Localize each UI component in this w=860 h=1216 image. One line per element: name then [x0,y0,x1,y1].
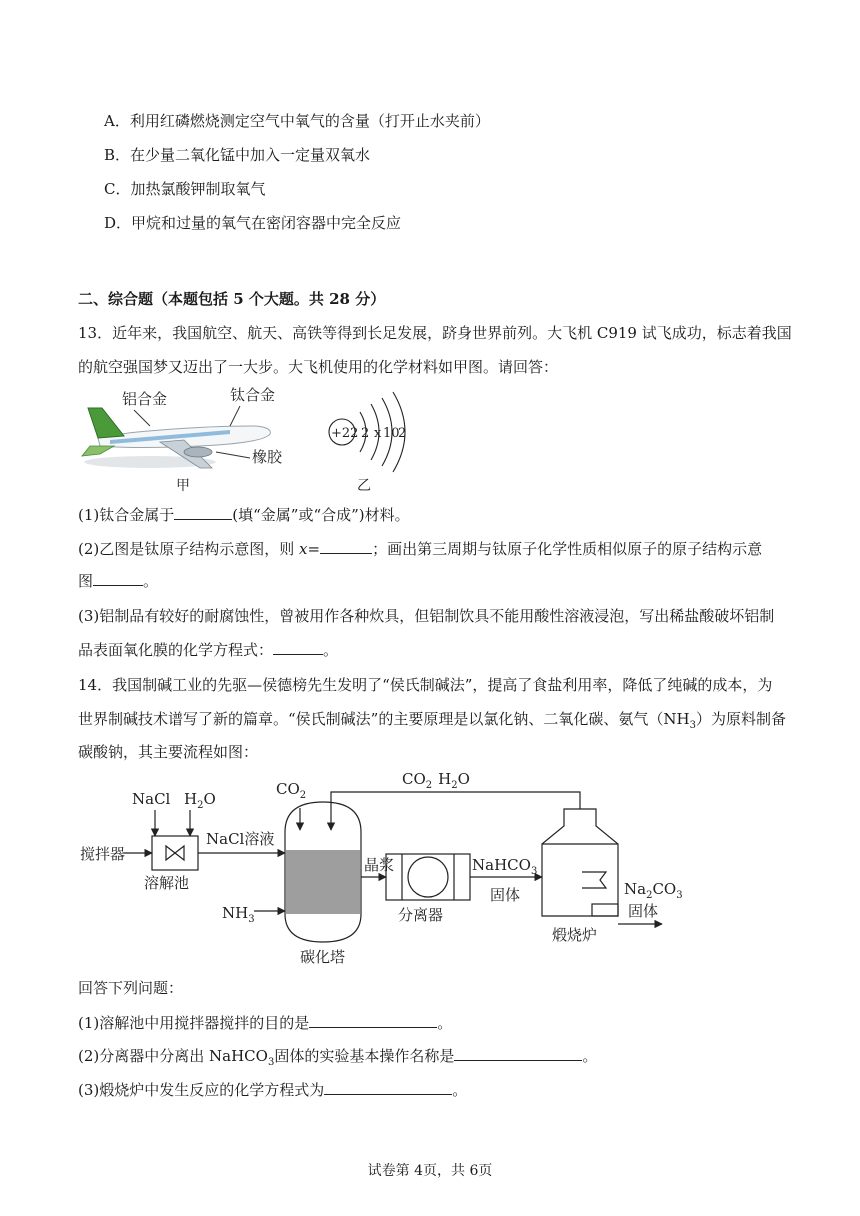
q13-figure [80,382,440,498]
nahco3-sub: 3 [530,866,538,877]
nh3-nh: NH [222,904,249,922]
q13-part1-text-a: (1)钛合金属于 [78,506,175,524]
h2o-in-sub: 2 [197,800,204,811]
option-c: C．加热氯酸钾制取氧气 [104,180,266,198]
q13-part3-blank[interactable] [273,640,323,655]
label-tower: 碳化塔 [300,948,346,966]
recycle-h2o: H [438,770,452,788]
q14-part2 [78,1046,597,1073]
q14-stem-line2-b: ）为原料制备 [695,710,786,728]
na2co3-sub2: 3 [676,890,683,901]
q14-stem-line3: 碳酸钠，其主要流程如图： [78,743,259,761]
label-nh3 [222,904,255,925]
q13-part1 [78,505,410,525]
recycle-h2o-sub: 2 [451,780,458,791]
label-titanium-alloy: 钛合金 [230,386,276,404]
q14-part3-text-a: (3)煅烧炉中发生反应的化学方程式为 [78,1081,325,1099]
q13-stem-line2: 的航空强国梦又迈出了一大步。大飞机使用的化学材料如甲图。请回答： [78,358,559,376]
q14-part1 [78,1013,452,1033]
q14-part2-text-c: 。 [582,1047,598,1065]
label-dissolver: 溶解池 [144,874,190,892]
q14-part2-text-b: 固体的实验基本操作名称是 [274,1047,455,1065]
recycle-co2: CO [402,770,426,788]
label-separator: 分离器 [398,906,444,924]
label-furnace: 煅烧炉 [552,926,598,944]
q13-part2-text-a: (2)乙图是钛原子结构示意图，则 [78,540,300,558]
q13-part1-text-b: (填“金属”或“合成”)材料。 [232,506,410,524]
q13-stem-line1: 13．近年来，我国航空、航天、高铁等得到长足发展，跻身世界前列。大飞机 C919 试飞成功，标志着我国 [78,324,792,342]
q13-part3-text-a: 品表面氧化膜的化学方程式： [78,641,274,659]
q13-part3-line1: (3)铝制品有较好的耐腐蚀性，曾被用作各种炊具，但铝制饮具不能用酸性溶液浸泡，写出稀盐酸破坏铝制 [78,607,775,625]
q13-part2-line1 [78,539,762,559]
co2-in-sub: 2 [299,790,307,801]
q14-answer-intro: 回答下列问题： [78,979,184,997]
na2co3-sub1: 2 [646,890,653,901]
recycle-co2-sub: 2 [425,780,433,791]
nahco3-main: NaHCO [472,856,531,874]
label-na2co3 [624,880,683,901]
na2co3-na: Na [624,880,647,898]
q13-part2-equals: = [307,540,321,558]
q13-part2-line2 [78,571,158,591]
label-recycle [402,770,470,791]
shell-2-electrons: x [374,426,382,441]
q14-part3-blank[interactable] [324,1080,452,1095]
label-stirrer: 搅拌器 [80,845,126,863]
q13-part3-line2 [78,640,338,660]
co2-in-co: CO [276,780,300,798]
option-a: A．利用红磷燃烧测定空气中氧气的含量（打开止水夹前） [104,112,490,130]
q14-stem-nh3-sub: 3 [689,720,696,731]
q13-part2-text-e: 。 [143,572,159,590]
q13-part3-text-b: 。 [323,641,339,659]
q14-part2-blank[interactable] [454,1046,582,1061]
q14-part2-sub: 3 [267,1057,275,1068]
na2co3-co: CO [652,880,677,898]
label-aluminum-alloy: 铝合金 [122,390,168,408]
q14-part1-text-b: 。 [437,1014,453,1032]
nh3-sub: 3 [248,914,255,925]
q13-part2-blank-diagram[interactable] [93,571,143,586]
option-b: B．在少量二氧化锰中加入一定量双氧水 [104,146,371,164]
label-slurry: 晶浆 [364,856,395,874]
section-title: 二、综合题（本题包括 5 个大题。共 28 分） [78,290,386,308]
q13-part2-text-d: 图 [78,572,94,590]
airplane-illustration [82,406,270,468]
label-nacl-solution: NaCl溶液 [206,830,275,848]
h2o-in-h: H [184,790,198,808]
q14-stem-line2-a: 世界制碱技术谱写了新的篇章。“侯氏制碱法”的主要原理是以氯化钠、二氧化碳、氨气（NH [78,710,690,728]
calcination-furnace [542,809,618,916]
shell-4-electrons: 2 [398,426,407,441]
q14-stem-line2 [78,709,786,736]
q14-stem-line1: 14．我国制碱工业的先驱—侯德榜先生发明了“侯氏制碱法”，提高了食盐利用率，降低了纯碱的成本，为 [78,676,773,694]
page-footer: 试卷第 4页，共 6页 [367,1163,493,1179]
q13-part2-var-x: x [299,540,308,558]
shell-3-electrons: 10 [383,426,400,441]
q14-part3 [78,1080,467,1100]
q13-part2-text-c: ；画出第三周期与钛原子化学性质相似原子的原子结构示意 [372,540,763,558]
q14-part1-text-a: (1)溶解池中用搅拌器搅拌的目的是 [78,1014,310,1032]
label-solid-2: 固体 [628,902,659,920]
q13-part2-blank-x[interactable] [320,539,372,554]
h2o-in-o: O [203,790,216,808]
atom-nucleus: +22 [331,426,359,441]
label-h2o-in [184,790,216,811]
label-yi: 乙 [357,478,371,494]
label-rubber: 橡胶 [252,448,283,466]
q14-part3-text-b: 。 [452,1081,468,1099]
titanium-atom-diagram [329,392,406,472]
label-nacl: NaCl [132,790,171,808]
q14-part1-blank[interactable] [309,1013,437,1028]
q14-flow-diagram [80,764,700,974]
label-jia: 甲 [176,478,190,494]
shell-1-electrons: 2 [361,426,370,441]
q14-part2-text-a: (2)分离器中分离出 NaHCO [78,1047,268,1065]
label-solid-1: 固体 [490,886,521,904]
label-nahco3 [472,856,537,877]
option-d: D．甲烷和过量的氧气在密闭容器中完全反应 [104,214,402,232]
tower-liquid-fill [286,850,360,914]
recycle-h2o-o: O [457,770,470,788]
label-co2-in [276,780,306,801]
q13-part1-blank[interactable] [174,505,232,520]
separator-unit [386,854,470,900]
valve-icon [166,846,184,860]
